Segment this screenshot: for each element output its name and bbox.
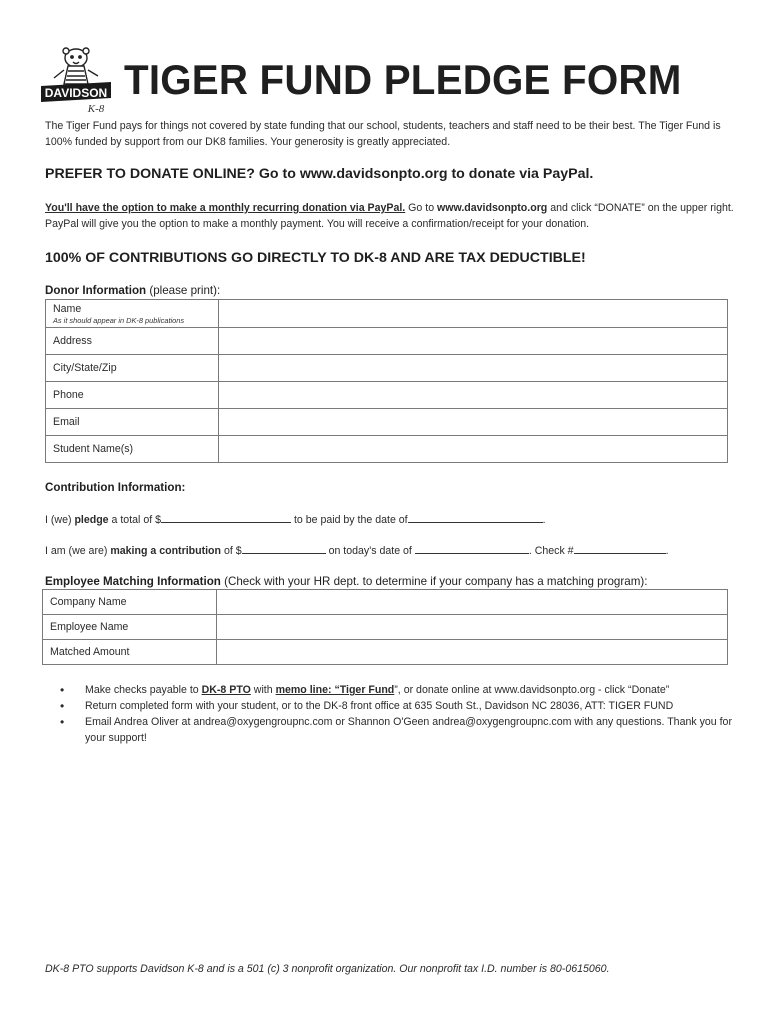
form-title: TIGER FUND PLEDGE FORM	[124, 56, 682, 103]
pledge-line: I (we) pledge a total of $ to be paid by the date of .	[45, 514, 546, 526]
table-row: Student Name(s)	[46, 436, 728, 463]
tax-deductible-heading: 100% OF CONTRIBUTIONS GO DIRECTLY TO DK-8 AND ARE TAX DEDUCTIBLE!	[45, 250, 586, 266]
contribution-amount-field[interactable]	[242, 543, 326, 554]
employee-name-field[interactable]	[217, 615, 728, 640]
city-state-zip-field[interactable]	[219, 355, 728, 382]
pledge-date-field[interactable]	[408, 512, 543, 523]
email-field[interactable]	[219, 409, 728, 436]
name-note: As it should appear in DK-8 publications	[53, 315, 185, 325]
donor-information-label: Donor Information (please print):	[45, 284, 221, 297]
address-field[interactable]	[219, 328, 728, 355]
check-number-field[interactable]	[574, 543, 666, 554]
table-row: Email	[46, 409, 728, 436]
list-item: • Return completed form with your student, or to the DK-8 front office at 635 South St., Davidson NC 28036, ATT: TIGER FUND	[60, 699, 674, 713]
table-row: Address	[46, 328, 728, 355]
list-item: • Email Andrea Oliver at andrea@oxygengroupnc.com or Shannon O'Geen andrea@oxygengroupnc.com with any questions. Thank you for your support!	[60, 715, 732, 744]
name-field[interactable]	[219, 300, 728, 328]
online-donation-heading: PREFER TO DONATE ONLINE? Go to www.davidsonpto.org to donate via PayPal.	[45, 166, 594, 182]
svg-text:K-8: K-8	[87, 103, 105, 115]
phone-field[interactable]	[219, 382, 728, 409]
employee-matching-table	[42, 589, 728, 665]
student-names-field[interactable]	[219, 436, 728, 463]
contribution-date-field[interactable]	[415, 543, 529, 554]
recurring-donation-note: You'll have the option to make a monthly recurring donation via PayPal.	[45, 202, 406, 214]
table-row: City/State/Zip	[46, 355, 728, 382]
bullet-icon: •	[60, 715, 65, 729]
donor-information-table	[45, 299, 728, 463]
table-row: Phone	[46, 382, 728, 409]
intro-paragraph: The Tiger Fund pays for things not covered by state funding that our school, students, teachers and staff need to be their best. The Tiger Fund is 100% funded by support from our DK8 families. Your generosity is greatly appreciated.	[45, 120, 721, 148]
website-link[interactable]: www.davidsonpto.org	[437, 202, 548, 214]
bullet-icon: •	[60, 699, 65, 713]
matched-amount-field[interactable]	[217, 640, 728, 665]
table-row: Employee Name	[43, 615, 728, 640]
name-label-cell: Name As it should appear in DK-8 publications	[46, 300, 219, 328]
company-name-field[interactable]	[217, 590, 728, 615]
instructions-list	[60, 682, 740, 746]
contribution-line: I am (we are) making a contribution of $ on today's date of . Check # .	[45, 545, 669, 557]
employee-matching-label: Employee Matching Information (Check with your HR dept. to determine if your company has a matching program):	[45, 575, 648, 588]
online-donation-paragraph: You'll have the option to make a monthly recurring donation via PayPal. Go to www.davidsonpto.org and click “DONATE” on the upper right. PayPal will give you the option to make a monthly payment. You will receive a confirmation/receipt for your donation.	[45, 202, 734, 230]
davidson-tiger-logo	[38, 44, 114, 116]
contribution-information-label: Contribution Information:	[45, 481, 186, 494]
table-row: Company Name	[43, 590, 728, 615]
table-row	[46, 300, 728, 328]
svg-text:DAVIDSON: DAVIDSON	[44, 86, 108, 100]
pledge-amount-field[interactable]	[161, 512, 291, 523]
footer-note: DK-8 PTO supports Davidson K-8 and is a 501 (c) 3 nonprofit organization. Our nonprofit tax I.D. number is 80-0615060.	[45, 963, 610, 975]
list-item: • Make checks payable to DK-8 PTO with memo line: “Tiger Fund”, or donate online at www.davidsonpto.org - click “Donate”	[60, 683, 670, 697]
table-row: Matched Amount	[43, 640, 728, 665]
bullet-icon: •	[60, 683, 65, 697]
